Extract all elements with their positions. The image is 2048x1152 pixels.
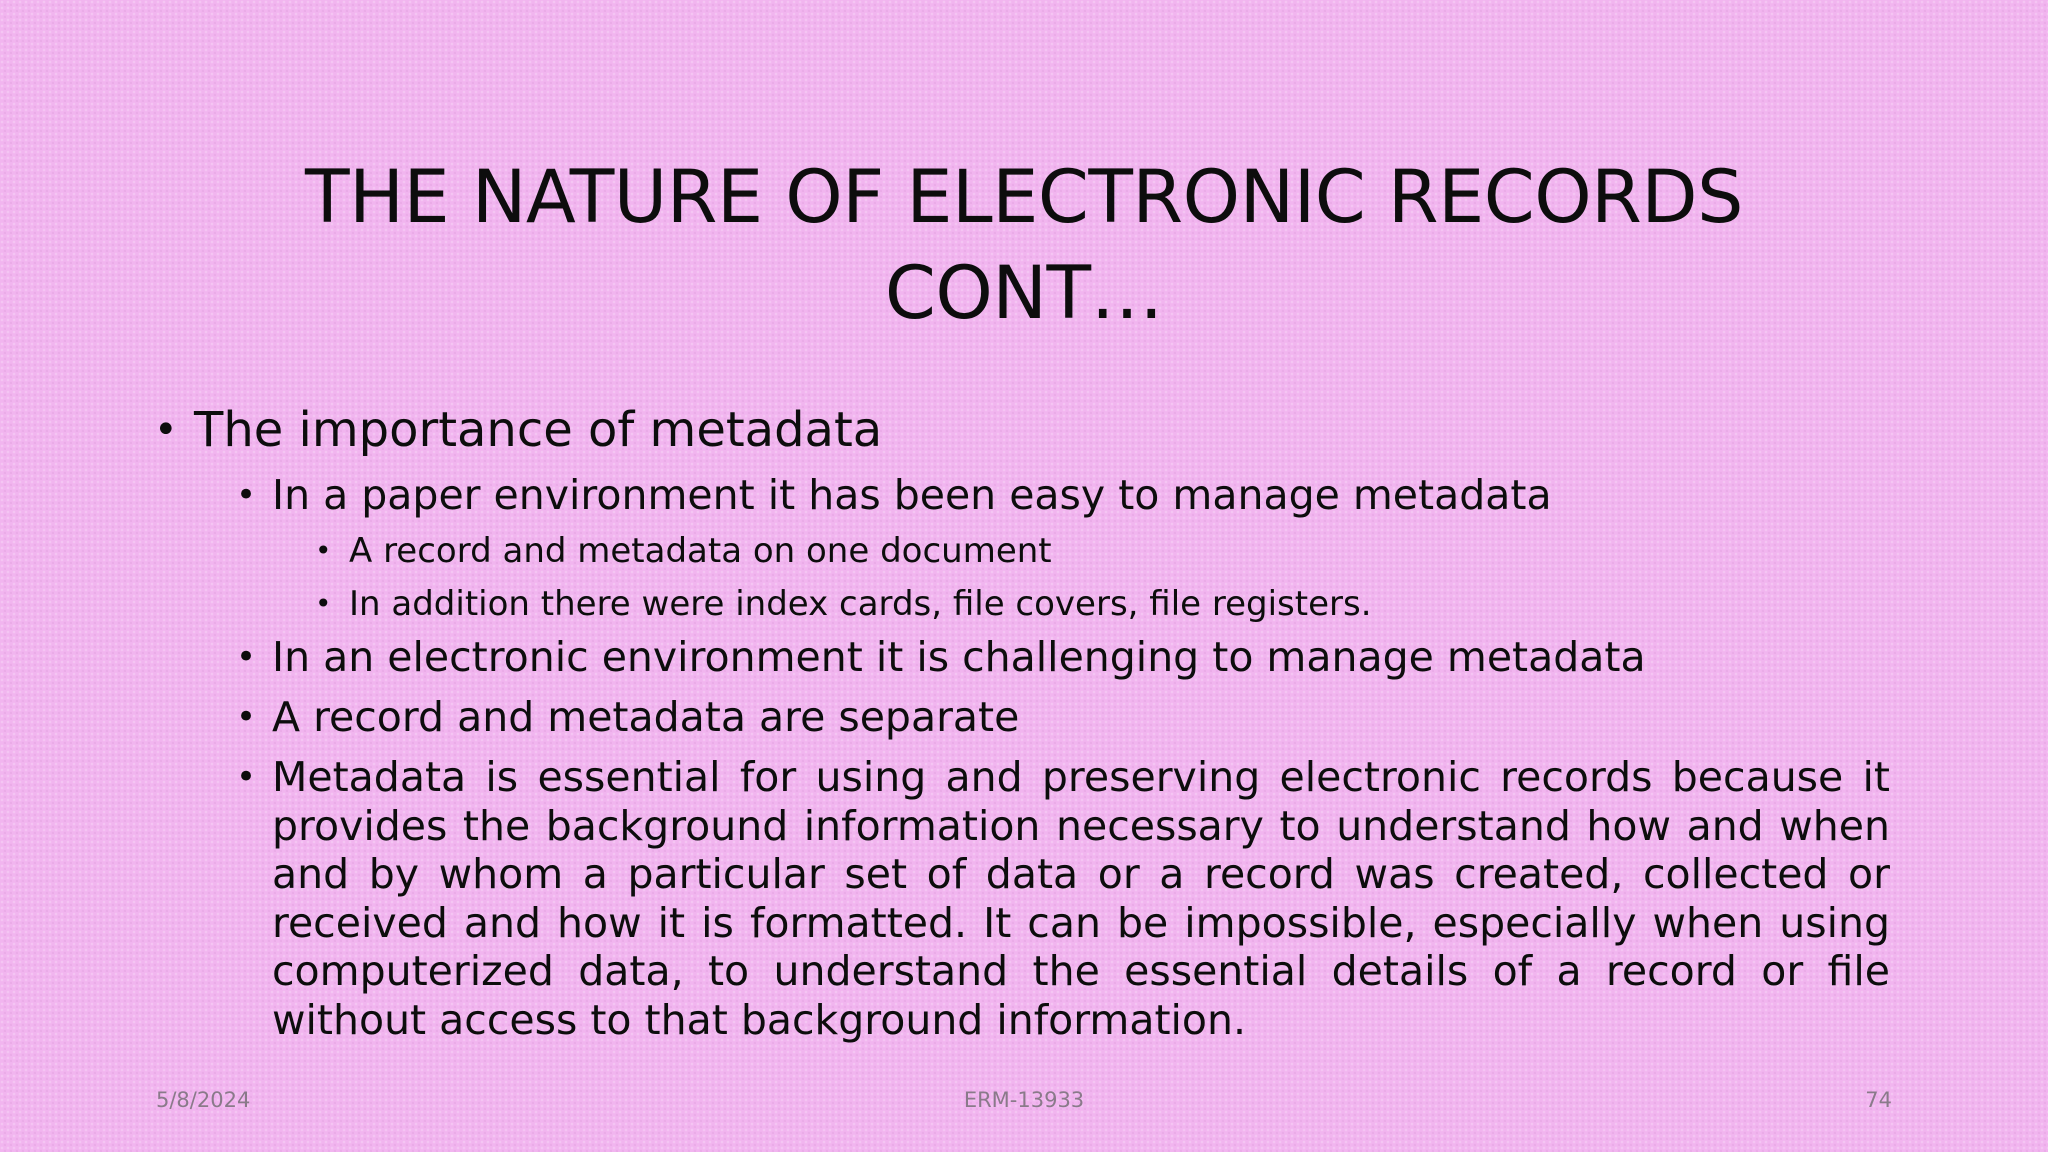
bullet-item-level3 [315,526,1052,576]
bullet-icon: • [154,407,178,453]
bullet-icon: • [315,534,332,567]
bullet-item-level2-paragraph [236,753,1890,1044]
bullet-icon: • [236,697,257,737]
footer-date: 5/8/2024 [156,1088,251,1112]
bullet-text: A record and metadata on one document [349,531,1052,571]
bullet-icon: • [315,587,332,620]
bullet-item-level2 [236,692,1020,742]
slide-title: THE NATURE OF ELECTRONIC RECORDS CONT… [305,155,1743,336]
bullet-item-level3 [315,579,1372,629]
footer-page-number: 74 [1865,1088,1892,1112]
bullet-text: In an electronic environment it is challenging to manage metadata [272,633,1646,681]
bullet-text: Metadata is essential for using and preserving electronic records because it provides the background information necessary to understand how and when and by whom a particular set of data or a record was created, collected or received and how it is formatted. It can be impossible, especially when using computerized data, to understand the essential details of a record or file without access to that background information. [272,753,1890,1044]
bullet-text: The importance of metadata [194,402,883,458]
bullet-item-level2 [236,632,1646,682]
bullet-icon: • [236,637,257,677]
bullet-text: A record and metadata are separate [272,693,1020,741]
bullet-icon: • [236,475,257,515]
footer-center-text: ERM-13933 [963,1088,1085,1112]
bullet-icon: • [236,757,257,797]
bullet-text: In a paper environment it has been easy to manage metadata [272,471,1552,519]
bullet-item-level2 [236,470,1552,520]
bullet-item-level1 [154,402,883,458]
bullet-text: In addition there were index cards, file covers, file registers. [349,584,1372,624]
